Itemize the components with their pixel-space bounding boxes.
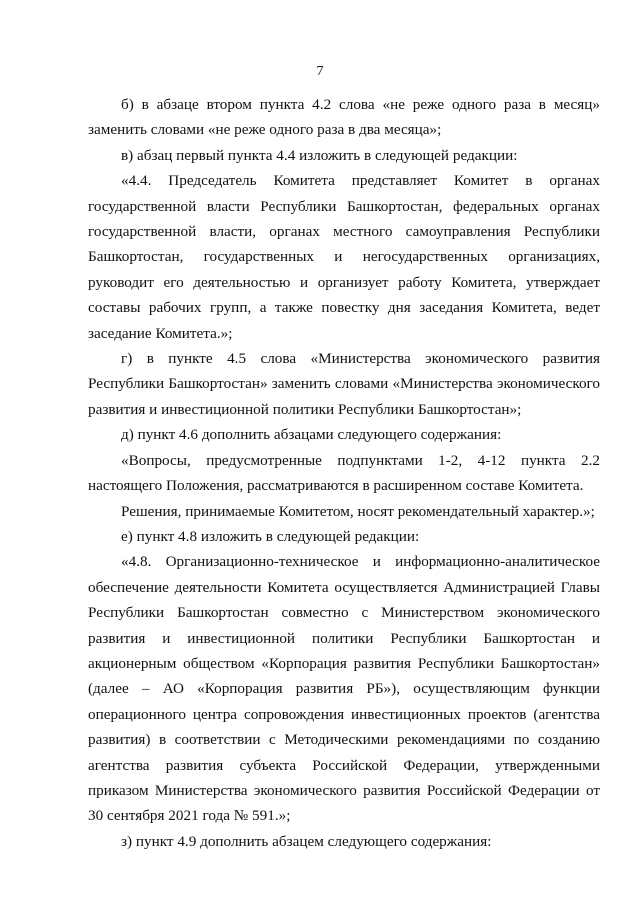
paragraph-4-4-text: «4.4. Председатель Комитета представляет Комитет в органах государственной власти Республики Башкортостан, федеральных органах государственной власти, органах местного самоуправления Республики Башкортостан, государственных и негосударственных организациях, руководит его деятельностью и организует работу Комитета, утверждает составы рабочих групп, а также повестку дня заседания Комитета, ведет заседание Комитета.»; bbox=[88, 172, 600, 342]
paragraph-4-8-text: «4.8. Организационно-техническое и информационно-аналитическое обеспечение деятельности Комитета осуществляется Администрацией Главы Республики Башкортостан совместно с Министерством экономического развития и инвестиционной политики Республики Башкортостан и акционерным обществом «Корпорация развития Республики Башкортостан» (далее – АО «Корпорация развития РБ»), осуществляющим функции операционного центра сопровождения инвестиционных проектов (агентства развития) в соответствии с Методическими рекомендациями по созданию агентства развития субъекта Российской Федерации, утвержденными приказом Министерства экономического развития Российской Федерации от 30 сентября 2021 года № 591.»; bbox=[88, 553, 600, 825]
document-body bbox=[88, 92, 600, 854]
paragraph-z: з) пункт 4.9 дополнить абзацем следующего содержания: bbox=[121, 832, 492, 850]
paragraph-decisions: Решения, принимаемые Комитетом, носят рекомендательный характер.»; bbox=[121, 502, 595, 520]
paragraph-v: в) абзац первый пункта 4.4 изложить в следующей редакции: bbox=[121, 146, 518, 164]
paragraph-d: д) пункт 4.6 дополнить абзацами следующего содержания: bbox=[121, 426, 502, 444]
paragraph-e: е) пункт 4.8 изложить в следующей редакции: bbox=[121, 527, 420, 545]
paragraph-g: г) в пункте 4.5 слова «Министерства экономического развития Республики Башкортостан» заменить словами «Министерства экономического развития и инвестиционной политики Республики Башкортостан»; bbox=[88, 350, 600, 418]
page-number: 7 bbox=[316, 64, 324, 79]
paragraph-b: б) в абзаце втором пункта 4.2 слова «не реже одного раза в месяц» заменить словами «не реже одного раза в два месяца»; bbox=[88, 96, 600, 139]
paragraph-questions: «Вопросы, предусмотренные подпунктами 1-2, 4-12 пункта 2.2 настоящего Положения, рассматриваются в расширенном составе Комитета. bbox=[88, 451, 600, 495]
